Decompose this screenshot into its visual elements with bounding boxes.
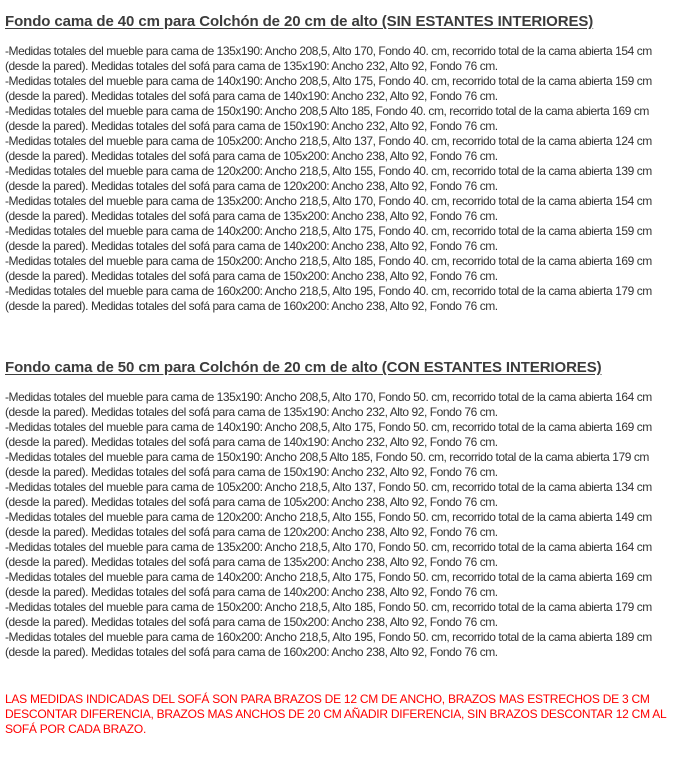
entry-150x190: -Medidas totales del mueble para cama de 150x190: Ancho 208,5 Alto 185, Fondo 50. cm, recorrido total de la cama abierta 179 cm (desde la pared). Medidas totales del sofá para cama de 150x190: Ancho 232, Alto 92, Fondo 76 cm.	[5, 450, 649, 479]
section-fondo-50	[5, 359, 680, 660]
entry-list-fondo-50	[5, 390, 680, 660]
entry-135x200: -Medidas totales del mueble para cama de 135x200: Ancho 218,5, Alto 170, Fondo 50. cm, recorrido total de la cama abierta 164 cm (desde la pared). Medidas totales del sofá para cama de 135x200: Ancho 238, Alto 92, Fondo 76 cm.	[5, 540, 652, 569]
entry-140x200: -Medidas totales del mueble para cama de 140x200: Ancho 218,5, Alto 175, Fondo 50. cm, recorrido total de la cama abierta 169 cm (desde la pared). Medidas totales del sofá para cama de 140x200: Ancho 238, Alto 92, Fondo 76 cm.	[5, 570, 652, 599]
entry-105x200: -Medidas totales del mueble para cama de 105x200: Ancho 218,5, Alto 137, Fondo 40. cm, recorrido total de la cama abierta 124 cm (desde la pared). Medidas totales del sofá para cama de 105x200: Ancho 238, Alto 92, Fondo 76 cm.	[5, 134, 652, 163]
entry-140x190: -Medidas totales del mueble para cama de 140x190: Ancho 208,5, Alto 175, Fondo 40. cm, recorrido total de la cama abierta 159 cm (desde la pared). Medidas totales del sofá para cama de 140x190: Ancho 232, Alto 92, Fondo 76 cm.	[5, 74, 652, 103]
entry-105x200: -Medidas totales del mueble para cama de 105x200: Ancho 218,5, Alto 137, Fondo 50. cm, recorrido total de la cama abierta 134 cm (desde la pared). Medidas totales del sofá para cama de 105x200: Ancho 238, Alto 92, Fondo 76 cm.	[5, 480, 652, 509]
entry-150x200: -Medidas totales del mueble para cama de 150x200: Ancho 218,5, Alto 185, Fondo 50. cm, recorrido total de la cama abierta 179 cm (desde la pared). Medidas totales del sofá para cama de 150x200: Ancho 238, Alto 92, Fondo 76 cm.	[5, 600, 652, 629]
entry-160x200: -Medidas totales del mueble para cama de 160x200: Ancho 218,5, Alto 195, Fondo 50. cm, recorrido total de la cama abierta 189 cm (desde la pared). Medidas totales del sofá para cama de 160x200: Ancho 238, Alto 92, Fondo 76 cm.	[5, 630, 652, 659]
entry-150x200: -Medidas totales del mueble para cama de 150x200: Ancho 218,5, Alto 185, Fondo 40. cm, recorrido total de la cama abierta 169 cm (desde la pared). Medidas totales del sofá para cama de 150x200: Ancho 238, Alto 92, Fondo 76 cm.	[5, 254, 652, 283]
entry-135x190: -Medidas totales del mueble para cama de 135x190: Ancho 208,5, Alto 170, Fondo 50. cm, recorrido total de la cama abierta 164 cm (desde la pared). Medidas totales del sofá para cama de 135x190: Ancho 232, Alto 92, Fondo 76 cm.	[5, 390, 652, 419]
section-fondo-40	[5, 13, 680, 314]
sofa-arm-width-warning: LAS MEDIDAS INDICADAS DEL SOFÁ SON PARA BRAZOS DE 12 CM DE ANCHO, BRAZOS MAS ESTRECHOS DE 3 CM DESCONTAR DIFERENCIA, BRAZOS MAS ANCHOS DE 20 CM AÑADIR DIFERENCIA, SIN BRAZOS DESCONTAR 12 CM AL SOFÁ POR CADA BRAZO.	[5, 692, 666, 736]
entry-135x200: -Medidas totales del mueble para cama de 135x200: Ancho 218,5, Alto 170, Fondo 40. cm, recorrido total de la cama abierta 154 cm (desde la pared). Medidas totales del sofá para cama de 135x200: Ancho 238, Alto 92, Fondo 76 cm.	[5, 194, 652, 223]
section-heading-fondo-40: Fondo cama de 40 cm para Colchón de 20 cm de alto (SIN ESTANTES INTERIORES)	[5, 13, 594, 30]
entry-135x190: -Medidas totales del mueble para cama de 135x190: Ancho 208,5, Alto 170, Fondo 40. cm, recorrido total de la cama abierta 154 cm (desde la pared). Medidas totales del sofá para cama de 135x190: Ancho 232, Alto 92, Fondo 76 cm.	[5, 44, 652, 73]
section-heading-fondo-50: Fondo cama de 50 cm para Colchón de 20 cm de alto (CON ESTANTES INTERIORES)	[5, 359, 602, 376]
entry-120x200: -Medidas totales del mueble para cama de 120x200: Ancho 218,5, Alto 155, Fondo 40. cm, recorrido total de la cama abierta 139 cm (desde la pared). Medidas totales del sofá para cama de 120x200: Ancho 238, Alto 92, Fondo 76 cm.	[5, 164, 652, 193]
entry-150x190: -Medidas totales del mueble para cama de 150x190: Ancho 208,5 Alto 185, Fondo 40. cm, recorrido total de la cama abierta 169 cm (desde la pared). Medidas totales del sofá para cama de 150x190: Ancho 232, Alto 92, Fondo 76 cm.	[5, 104, 649, 133]
entry-140x200: -Medidas totales del mueble para cama de 140x200: Ancho 218,5, Alto 175, Fondo 40. cm, recorrido total de la cama abierta 159 cm (desde la pared). Medidas totales del sofá para cama de 140x200: Ancho 238, Alto 92, Fondo 76 cm.	[5, 224, 652, 253]
entry-140x190: -Medidas totales del mueble para cama de 140x190: Ancho 208,5, Alto 175, Fondo 50. cm, recorrido total de la cama abierta 169 cm (desde la pared). Medidas totales del sofá para cama de 140x190: Ancho 232, Alto 92, Fondo 76 cm.	[5, 420, 652, 449]
entry-160x200: -Medidas totales del mueble para cama de 160x200: Ancho 218,5, Alto 195, Fondo 40. cm, recorrido total de la cama abierta 179 cm (desde la pared). Medidas totales del sofá para cama de 160x200: Ancho 238, Alto 92, Fondo 76 cm.	[5, 284, 652, 313]
entry-list-fondo-40	[5, 44, 680, 314]
entry-120x200: -Medidas totales del mueble para cama de 120x200: Ancho 218,5, Alto 155, Fondo 50. cm, recorrido total de la cama abierta 149 cm (desde la pared). Medidas totales del sofá para cama de 120x200: Ancho 238, Alto 92, Fondo 76 cm.	[5, 510, 652, 539]
